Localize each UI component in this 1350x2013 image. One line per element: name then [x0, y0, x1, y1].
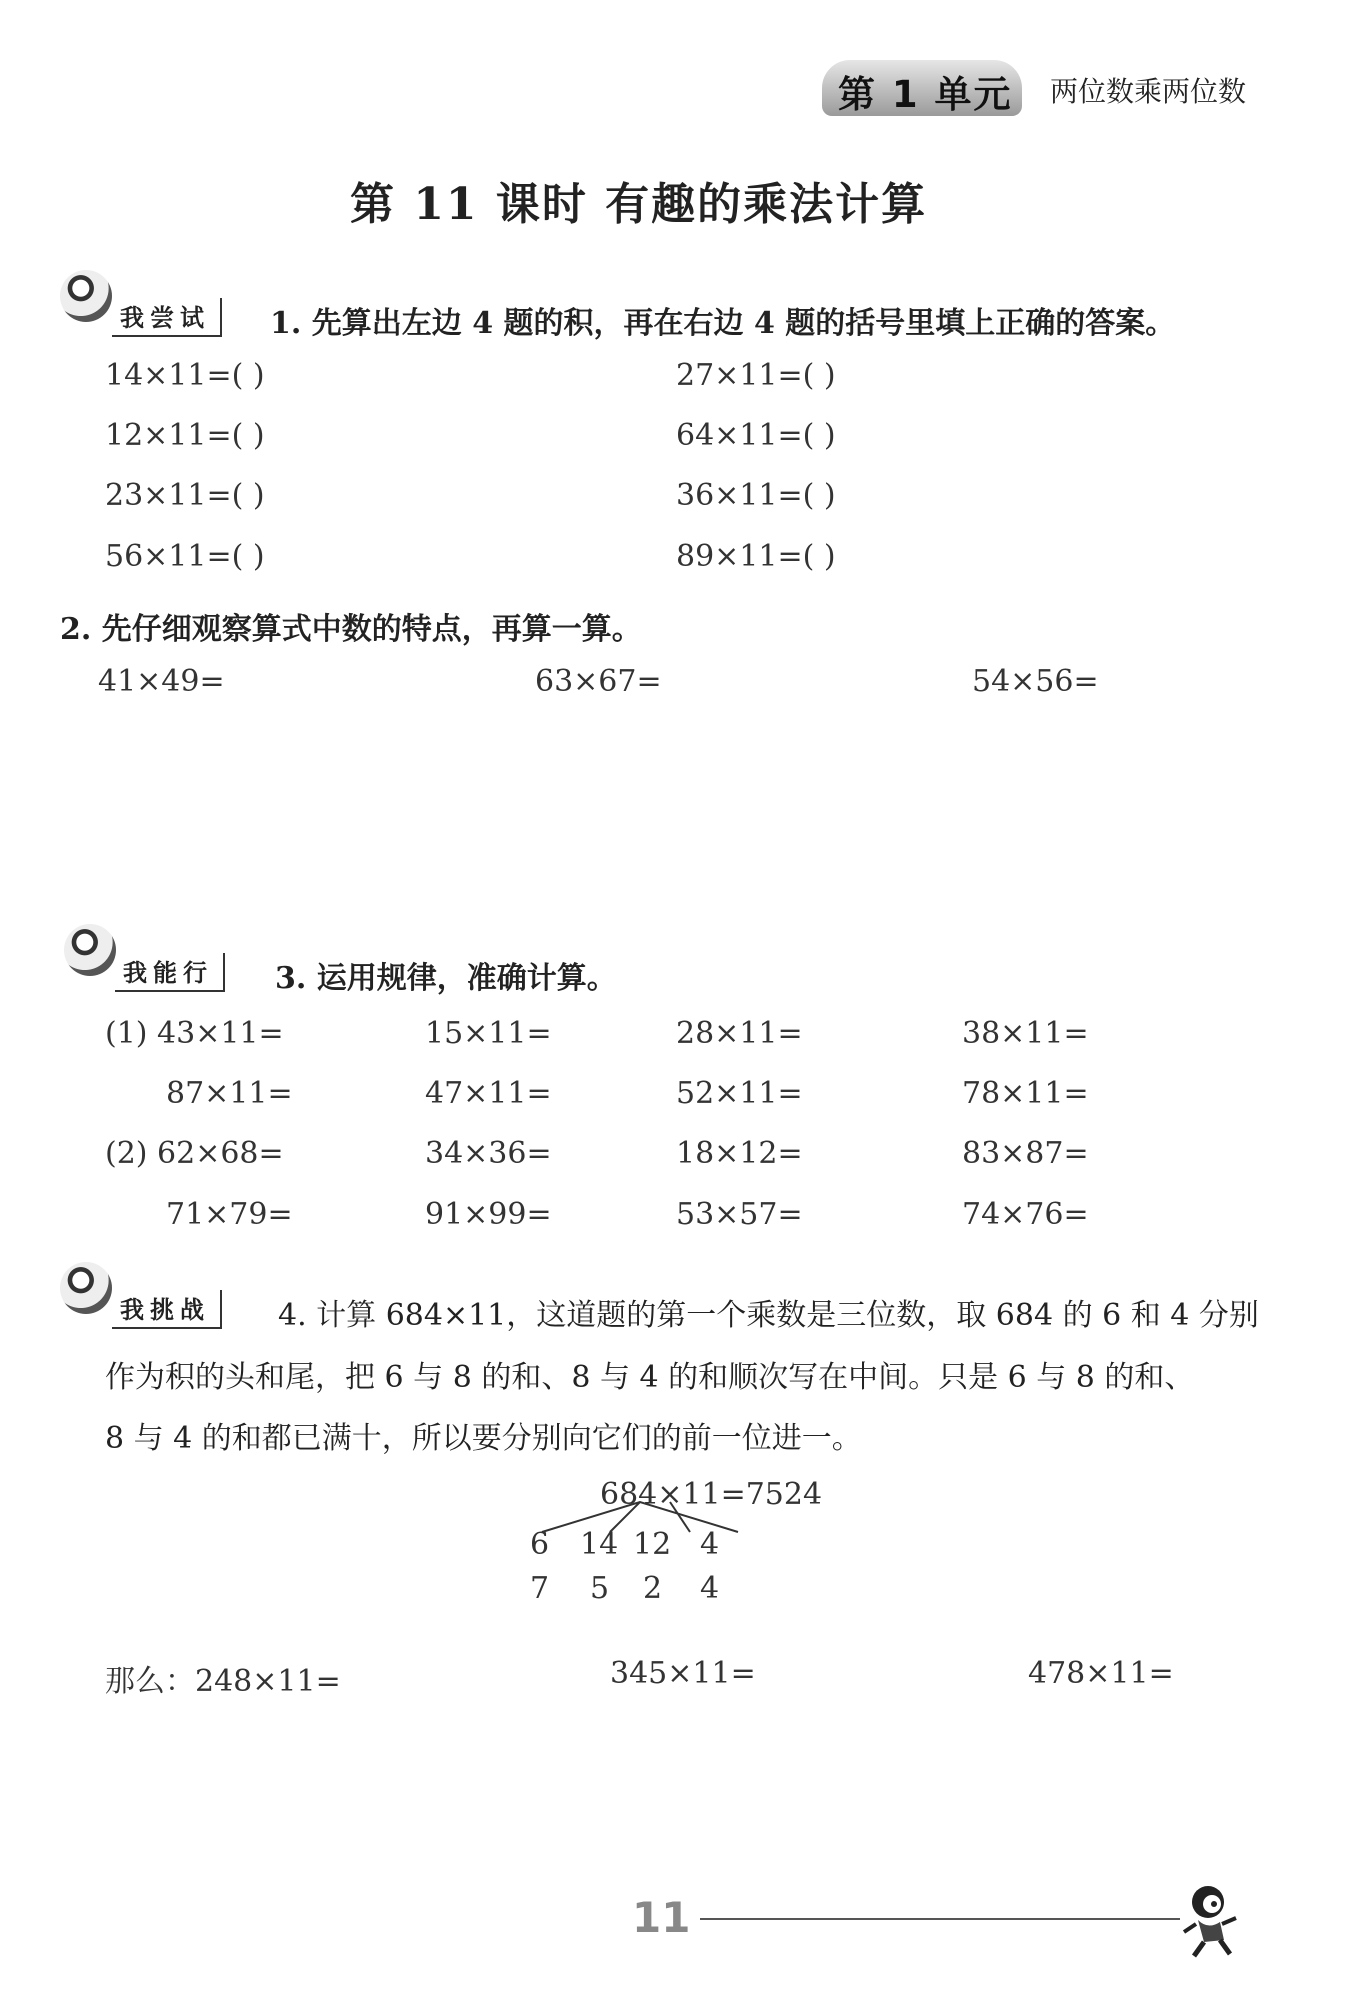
- q3-item: 15×11=: [425, 1016, 552, 1051]
- q2-item: 63×67=: [535, 664, 662, 699]
- q1-left-item: 12×11=( ): [105, 418, 265, 453]
- footer-rule: [700, 1918, 1180, 1920]
- q1-right-item: 89×11=( ): [676, 539, 836, 574]
- q3-item: 83×87=: [962, 1136, 1089, 1171]
- q3-item: 38×11=: [962, 1016, 1089, 1051]
- q2-item: 41×49=: [98, 664, 225, 699]
- lesson-title: 第 11 课时 有趣的乘法计算: [350, 179, 928, 230]
- q1-right-item: 27×11=( ): [676, 358, 836, 393]
- q2-item: 54×56=: [972, 664, 1099, 699]
- q3-item: (1) 43×11=: [105, 1016, 284, 1051]
- q3-item: 74×76=: [962, 1197, 1089, 1232]
- q3-item: 18×12=: [676, 1136, 803, 1171]
- q1-prompt: 1. 先算出左边 4 题的积，再在右边 4 题的括号里填上正确的答案。: [270, 306, 1176, 341]
- q3-item: 78×11=: [962, 1076, 1089, 1111]
- q4-text-line: 作为积的头和尾，把 6 与 8 的和、8 与 4 的和顺次写在中间。只是 6 与 8 的和、: [105, 1360, 1195, 1395]
- q3-item: 87×11=: [166, 1076, 293, 1111]
- q4-diagram-digit: 14: [580, 1527, 619, 1562]
- q4-then-item: 345×11=: [610, 1656, 756, 1691]
- q4-diagram-digit: 2: [643, 1571, 663, 1606]
- q4-diagram-digit: 5: [590, 1571, 610, 1606]
- mascot-icon: [60, 270, 112, 322]
- section-badge-challenge: 我挑战: [112, 1290, 222, 1329]
- q4-diagram-digit: 12: [633, 1527, 672, 1562]
- q4-diagram-equation: 684×11=7524: [600, 1477, 823, 1512]
- q3-item: 53×57=: [676, 1197, 803, 1232]
- unit-subtitle: 两位数乘两位数: [1050, 75, 1247, 108]
- section-badge-try: 我尝试: [112, 298, 222, 337]
- q4-then-item: 478×11=: [1028, 1656, 1174, 1691]
- unit-label: 第 1 单元: [838, 73, 1013, 116]
- q4-diagram-digit: 6: [530, 1527, 550, 1562]
- q4-diagram-digit: 7: [530, 1571, 550, 1606]
- q4-then-item: 那么：248×11=: [105, 1664, 341, 1699]
- q4-text-line: 8 与 4 的和都已满十，所以要分别向它们的前一位进一。: [105, 1421, 862, 1456]
- mascot-icon: [60, 1262, 112, 1314]
- q1-right-item: 64×11=( ): [676, 418, 836, 453]
- q3-item: 71×79=: [166, 1197, 293, 1232]
- q4-text-line: 4. 计算 684×11，这道题的第一个乘数是三位数，取 684 的 6 和 4 分别: [278, 1298, 1259, 1333]
- page-number: 11: [632, 1893, 691, 1942]
- section-badge-can: 我能行: [115, 953, 225, 992]
- q3-prompt: 3. 运用规律，准确计算。: [275, 961, 617, 996]
- q4-diagram-digit: 4: [700, 1527, 720, 1562]
- q1-right-item: 36×11=( ): [676, 478, 836, 513]
- running-mascot-icon: [1178, 1880, 1242, 1962]
- mascot-icon: [64, 924, 116, 976]
- q4-diagram-digit: 4: [700, 1571, 720, 1606]
- q3-item: (2) 62×68=: [105, 1136, 284, 1171]
- q3-item: 47×11=: [425, 1076, 552, 1111]
- q1-left-item: 23×11=( ): [105, 478, 265, 513]
- q3-item: 34×36=: [425, 1136, 552, 1171]
- q3-item: 91×99=: [425, 1197, 552, 1232]
- q1-left-item: 56×11=( ): [105, 539, 265, 574]
- q1-left-item: 14×11=( ): [105, 358, 265, 393]
- q3-item: 52×11=: [676, 1076, 803, 1111]
- q3-item: 28×11=: [676, 1016, 803, 1051]
- q2-prompt: 2. 先仔细观察算式中数的特点，再算一算。: [60, 612, 642, 647]
